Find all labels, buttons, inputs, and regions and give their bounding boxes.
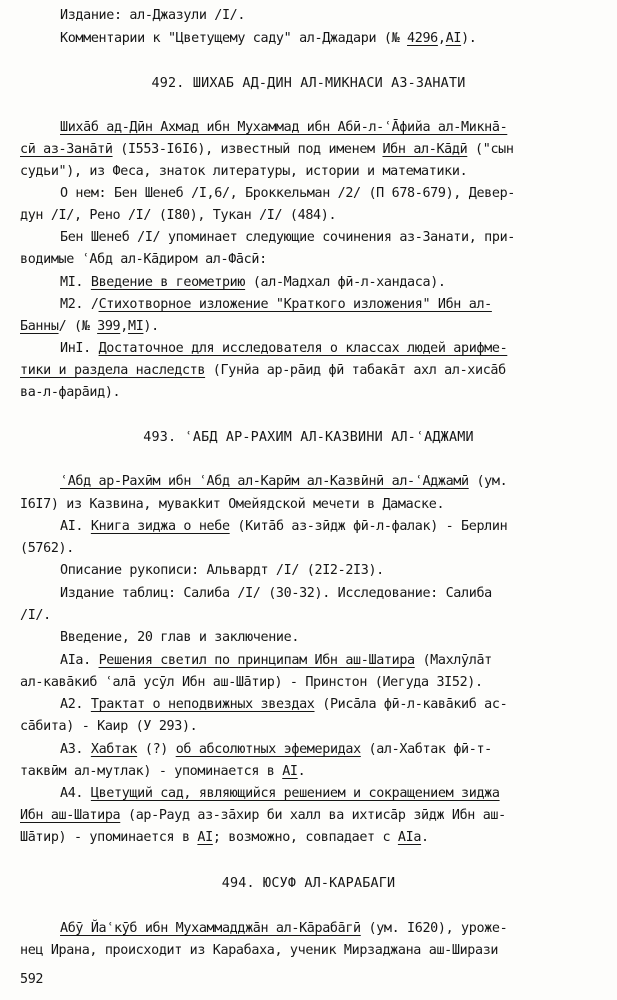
text-run: AIa. <box>60 653 99 668</box>
text-line <box>20 385 120 400</box>
text-run: сāбита) - Каир (У 293). <box>20 719 198 734</box>
text-line <box>20 719 197 734</box>
underlined-text: ʿАбд ар-Рахӣм ибн ʿАбд ал-Карӣм ал-Казвӣнӣ ал-ʿАджамӣ <box>60 474 469 489</box>
text-line <box>20 608 51 623</box>
text-line <box>60 563 384 578</box>
text-line <box>60 297 492 312</box>
text-line <box>60 653 492 668</box>
text-line <box>20 943 498 958</box>
text-line <box>20 541 74 556</box>
text-run: ). <box>461 31 477 46</box>
text-run: О нем: Бен Шенеб /I,6/, Броккельман /2/ (П 678-679), Девер- <box>60 186 515 201</box>
text-line <box>20 764 305 779</box>
underlined-text: 399 <box>97 319 121 334</box>
text-line <box>20 497 444 512</box>
text-line <box>20 363 506 378</box>
underlined-text: Банны <box>20 319 59 334</box>
text-line <box>60 519 507 534</box>
underlined-text: Цветущий сад, являющийся решением и сокращением зиджа <box>90 786 500 801</box>
text-run: водимые ʿАбд ал-Кāдиром ал-Фāсӣ: <box>20 252 267 267</box>
underlined-text: Стихотворное изложение "Краткого изложения" Ибн ал- <box>98 297 492 312</box>
underlined-text: тики и раздела наследств <box>20 363 206 378</box>
text-run: . <box>421 830 429 845</box>
text-line <box>60 630 299 645</box>
underlined-text: Достаточное для исследователя о классах людей арифме- <box>98 341 508 356</box>
text-line <box>20 319 159 334</box>
underlined-text: AIa <box>397 830 422 845</box>
text-run: I6I7) из Казвина, мувакkит Омейядской мечети в Дамаске. <box>20 497 445 512</box>
text-run: ва-л-фарāид). <box>20 385 121 400</box>
text-line <box>60 341 507 356</box>
text-run: (ал-Хабтак фӣ-т- <box>360 742 492 757</box>
text-run: (I553-I6I6), известный под именем <box>112 142 383 157</box>
text-line <box>20 164 467 179</box>
text-run: (ум. I620), уроже- <box>360 921 508 936</box>
text-run: таквӣм ал-мутлак) - упоминается в <box>20 764 283 779</box>
text-run: Описание рукописи: Альвардт /I/ (2I2-2I3). <box>60 563 384 578</box>
text-line <box>60 230 515 245</box>
section-heading-492 <box>0 76 617 91</box>
underlined-text: MI <box>127 319 144 334</box>
text-run: (ал-Мадхал фӣ-л-хандаса). <box>245 275 446 290</box>
text-line <box>60 8 245 23</box>
text-run: 494. ЮСУФ АЛ-КАРАБАГИ <box>221 876 396 891</box>
underlined-text: об абсолютных эфемеридах <box>175 742 361 757</box>
underlined-text: Введение в геометрию <box>90 275 246 290</box>
text-run: нец Ирана, происходит из Карабаха, ученик Мирзаджана аш-Ширази <box>20 943 499 958</box>
text-run: Шāтир) - упоминается в <box>20 830 198 845</box>
text-line <box>60 742 492 757</box>
underlined-text: Ибн аш-Шатира <box>20 808 121 823</box>
text-run: (Махлӯлāт <box>414 653 492 668</box>
text-line <box>60 120 507 135</box>
underlined-text: AI <box>445 31 462 46</box>
text-run: Издание: ал-Джазули /I/. <box>60 8 246 23</box>
underlined-text: Шихāб ад-Дӣн Ахмад ибн Мухаммад ибн Абӣ-л-ʿĀфийа ал-Микнā- <box>60 120 508 135</box>
underlined-text: AI <box>197 830 213 845</box>
text-run: . <box>297 764 306 779</box>
text-run: (5762). <box>20 541 74 556</box>
text-run: (ар-Рауд аз-зāхир би халл ва ихтисāр зӣдж Ибн аш- <box>120 808 506 823</box>
text-line <box>20 252 267 267</box>
underlined-text: Книга зиджа о небе <box>90 519 230 534</box>
text-run: Введение, 20 глав и заключение. <box>60 630 300 645</box>
text-run: Бен Шенеб /I/ упоминает следующие сочинения аз-Занати, при- <box>60 230 515 245</box>
text-run: судьи"), из Феса, знаток литературы, истории и математики. <box>20 164 468 179</box>
text-line <box>60 31 477 46</box>
text-run: Издание таблиц: Салиба /I/ (30-32). Исследование: Салиба <box>60 586 492 601</box>
text-line <box>60 697 507 712</box>
text-run: Комментарии к "Цветущему саду" ал-Джадари (№ <box>60 31 408 46</box>
text-run: ал-кавāкиб ʿалā усӯл Ибн аш-Шāтир) - Принстон (Иегуда 3I52). <box>20 675 483 690</box>
text-run: (Рисāла фӣ-л-кавāкиб ас- <box>314 697 508 712</box>
text-line <box>20 675 483 690</box>
underlined-text: Решения светил по принципам Ибн аш-Шатира <box>98 653 415 668</box>
text-line <box>20 208 336 223</box>
text-run: /I/. <box>20 608 51 623</box>
text-run: 592 <box>20 972 44 987</box>
underlined-text: 4296 <box>407 31 438 46</box>
text-line <box>60 275 446 290</box>
text-line <box>20 830 429 845</box>
section-heading-494 <box>0 876 617 891</box>
text-run: (?) <box>137 742 176 757</box>
text-line <box>20 142 514 157</box>
section-heading-493 <box>0 430 617 445</box>
text-run: A2. <box>60 697 91 712</box>
text-run: дун /I/, Рено /I/ (I80), Тукан /I/ (484). <box>20 208 337 223</box>
text-run: AI. <box>60 519 91 534</box>
underlined-text: Абӯ Йаʿкӯб ибн Мухаммадджāн ал-Кāрабāгӣ <box>60 921 361 936</box>
text-line <box>60 474 507 489</box>
text-line <box>20 808 506 823</box>
underlined-text: Трактат о неподвижных звездах <box>90 697 315 712</box>
text-line <box>60 786 500 801</box>
text-run: (Китāб аз-зӣдж фӣ-л-фалак) - Берлин <box>229 519 508 534</box>
underlined-text: AI <box>282 764 298 779</box>
text-line <box>60 921 507 936</box>
text-run: / (№ <box>58 319 98 334</box>
text-run: M2. / <box>60 297 99 312</box>
text-run: MI. <box>60 275 91 290</box>
text-run: , <box>120 319 128 334</box>
underlined-text: Хабтак <box>90 742 138 757</box>
text-run: A4. <box>60 786 91 801</box>
text-run: ). <box>143 319 159 334</box>
text-run: A3. <box>60 742 91 757</box>
text-run: ; возможно, совпадает с <box>212 830 398 845</box>
text-run: ("сын <box>467 142 514 157</box>
underlined-text: сӣ аз-Занāтӣ <box>20 142 113 157</box>
text-run: 492. ШИХАБ АД-ДИН АЛ-МИКНАСИ АЗ-ЗАНАТИ <box>151 76 466 91</box>
text-run: 493. ʿАБД АР-РАХИМ АЛ-КАЗВИНИ АЛ-ʿАДЖАМИ <box>143 430 474 445</box>
underlined-text: Ибн ал-Кāдӣ <box>382 142 468 157</box>
text-run: (Гунйа ар-рāид фӣ табакāт ахл ал-хисāб <box>205 363 506 378</box>
text-line <box>60 186 515 201</box>
page-number <box>20 972 43 987</box>
text-run: (ум. <box>468 474 508 489</box>
text-run: ИнI. <box>60 341 99 356</box>
text-line <box>60 586 492 601</box>
text-run: , <box>437 31 446 46</box>
